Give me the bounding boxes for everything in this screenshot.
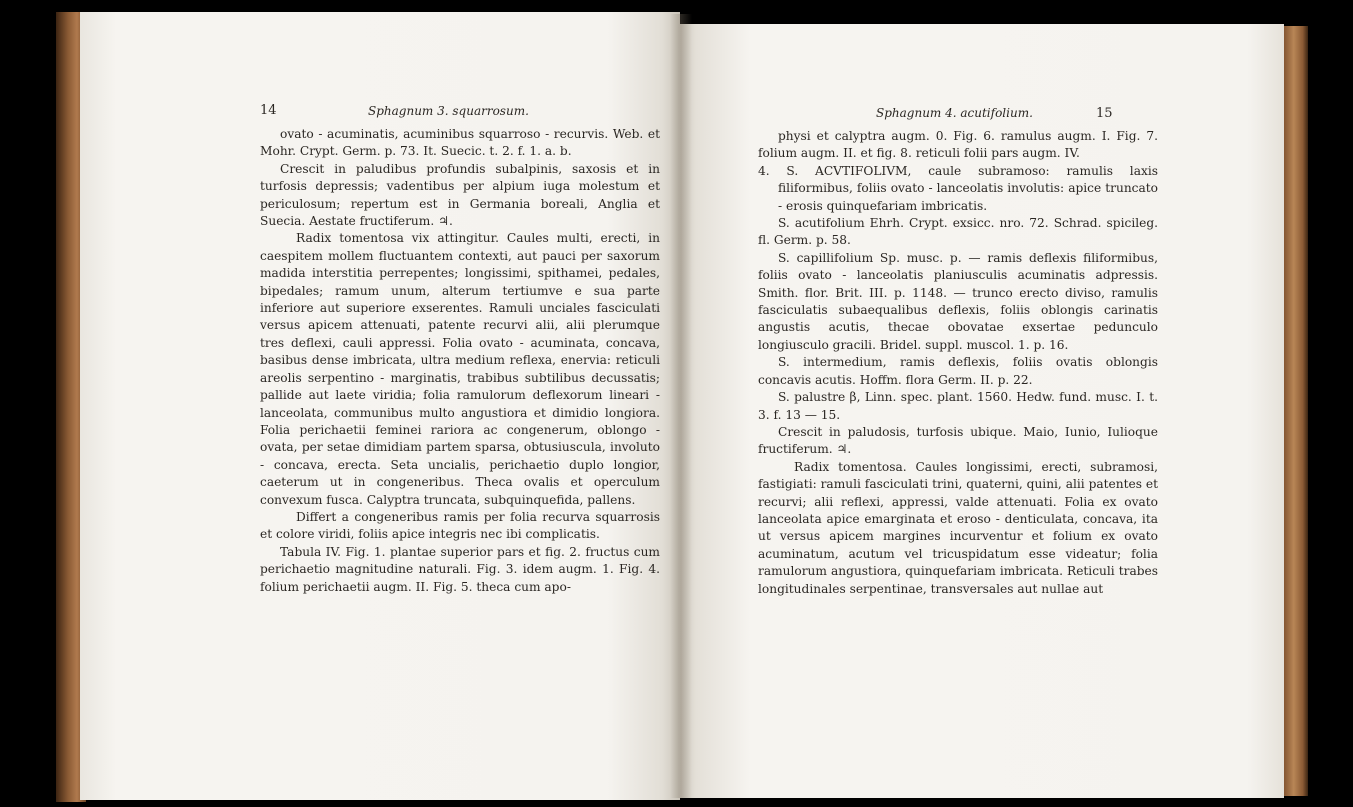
- book-gutter: [670, 14, 692, 798]
- paragraph: Crescit in paludosis, turfosis ubique. Maio, Iunio, Iulioque fructiferum. ♃.: [758, 424, 1158, 457]
- paragraph: physi et calyptra augm. 0. Fig. 6. ramulus augm. I. Fig. 7. folium augm. II. et fig. 8. reticuli folii pars augm. IV.: [758, 129, 1158, 161]
- right-page-header: Sphagnum 4. acutifolium.: [876, 106, 1033, 120]
- left-page-body: [260, 126, 660, 596]
- right-page: [678, 24, 1284, 798]
- paragraph: Tabula IV. Fig. 1. plantae superior pars et fig. 2. fructus cum perichaetio magnitudine naturali. Fig. 3. idem augm. 1. Fig. 4. folium perichaetii augm. II. Fig. 5. theca cum apo-: [260, 544, 660, 594]
- synonym: S. acutifolium Ehrh. Crypt. exsicc. nro. 72. Schrad. spicileg. fl. Germ. p. 58.: [758, 216, 1158, 248]
- paragraph: Radix tomentosa vix attingitur. Caules multi, erecti, in caespitem mollem fluctuantem contexti, aut pauci per saxorum madida interstitia perrepentes; longissimi, spithamei, pedales, bipedales; ramum unum, alterum tertiumve e sua parte inferiore aut superiore exserentes. Ramuli unciales fasciculati versus apicem attenuati, patente recurvi alii, alii plerumque tres deflexi, cauli appressi. Folia ovato - acuminata, concava, basibus dense imbricata, ultra medium reflexa, enervia: reticuli areolis serpentino - marginatis, trabibus subtilibus decussatis; pallide aut laete viridia; folia ramulorum deflexorum lineari - lanceolata, communibus multo angustiora et dimidio longiora. Folia perichaetii feminei rariora ac congenerum, oblongo - ovata, per setae dimidiam partem sparsa, obtusiuscula, involuto - concava, erecta. Seta uncialis, perichaetio duplo longior, caeterum ut in congeneribus. Theca ovalis et operculum convexum fusca. Calyptra truncata, subquinquefida, pallens.: [260, 231, 660, 507]
- left-page: [80, 12, 680, 800]
- synonym: S. capillifolium Sp. musc. p. — ramis deflexis filiformibus, foliis ovato - lanceolatis planiusculis acuminatis adpressis. Smith. flor. Brit. III. p. 1148. — trunco erecto diviso, ramulis fasciculatis subaequalibus deflexis, foliis oblongis carinatis angustis acutis, thecae obovatae exsertae pedunculo longiusculo gracili. Bridel. suppl. muscol. 1. p. 16.: [758, 250, 1158, 352]
- synonym: S. intermedium, ramis deflexis, foliis ovatis oblongis concavis acutis. Hoffm. flora Germ. II. p. 22.: [758, 355, 1158, 387]
- paragraph: Differt a congeneribus ramis per folia recurva squarrosis et colore viridi, foliis apice integris nec ibi complicatis.: [260, 509, 660, 542]
- right-page-number: 15: [1096, 106, 1113, 121]
- species-entry: 4. S. ACVTIFOLIVM, caule subramoso: ramulis laxis filiformibus, foliis ovato - lanceolatis involutis: apice truncato - erosis quinquefariam imbricatis.: [758, 163, 1158, 213]
- left-page-header: Sphagnum 3. squarrosum.: [368, 104, 529, 118]
- left-page-number: 14: [260, 103, 277, 118]
- paragraph: Crescit in paludibus profundis subalpinis, saxosis et in turfosis depressis; vadentibus per alpium iuga molestum et periculosum; repertum est in Germania boreali, Anglia et Suecia. Aestate fructiferum. ♃.: [260, 161, 660, 229]
- right-page-body: [758, 128, 1158, 598]
- right-cover-edge: [1282, 26, 1308, 796]
- paragraph: ovato - acuminatis, acuminibus squarroso - recurvis. Web. et Mohr. Crypt. Germ. p. 73. It. Suecic. t. 2. f. 1. a. b.: [260, 127, 660, 159]
- synonym: S. palustre β, Linn. spec. plant. 1560. Hedw. fund. musc. I. t. 3. f. 13 — 15.: [758, 390, 1158, 422]
- paragraph: Radix tomentosa. Caules longissimi, erecti, subramosi, fastigiati: ramuli fasciculati trini, quaterni, quini, alii patentes et recurvi; alii reflexi, appressi, valde attenuati. Folia ex ovato lanceolata apice emarginata et eroso - denticulata, concava, ita ut versus apicem margines incurventur et folium ex ovato acuminatum, acutum vel tricuspidatum esse videatur; folia ramulorum angustiora, quinquefariam imbricata. Reticuli trabes longitudinales serpentinae, transversales aut nullae aut: [758, 459, 1158, 596]
